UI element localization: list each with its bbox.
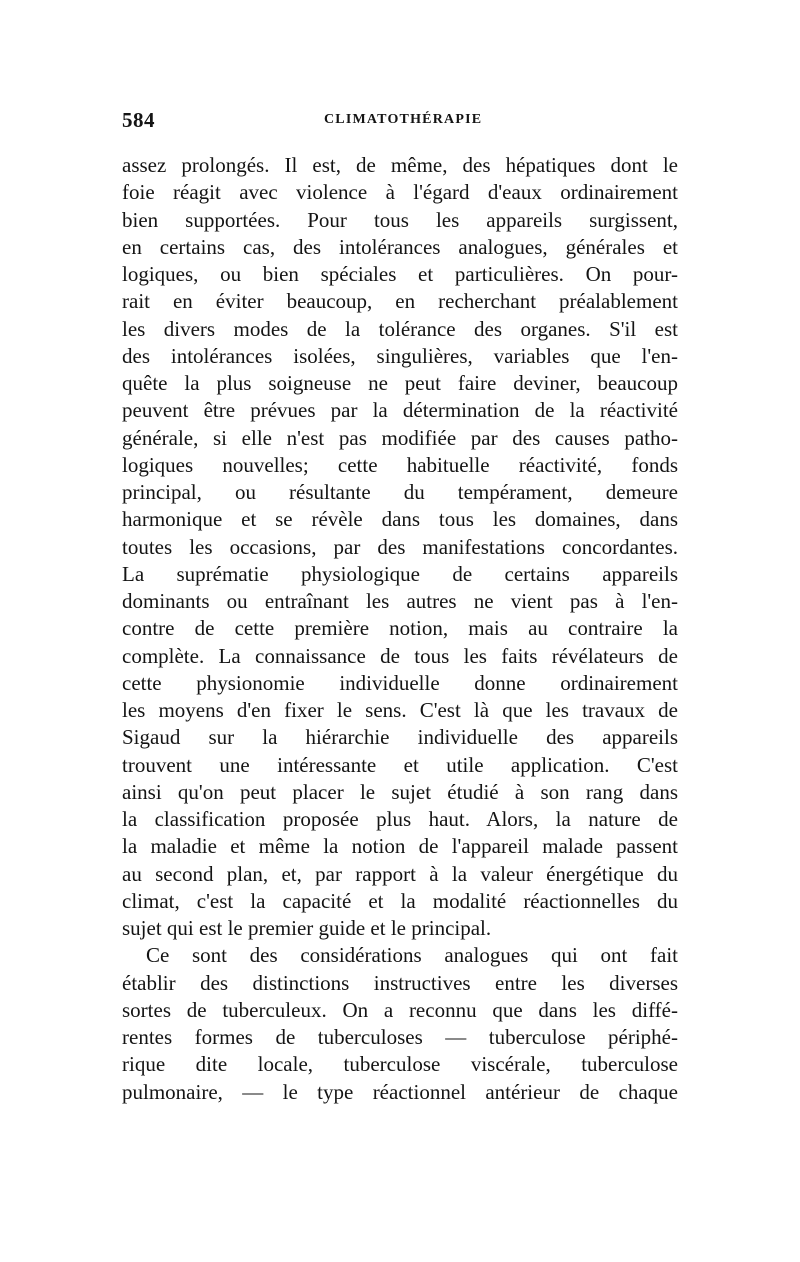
text-line: Sigaud sur la hiérarchie individuelle des appareils <box>122 725 678 750</box>
text-line: pulmonaire, — le type réactionnel antérieur de chaque <box>122 1079 678 1104</box>
page-header <box>122 108 678 136</box>
text-line: au second plan, et, par rapport à la valeur énergétique du <box>122 861 678 886</box>
text-line: rique dite locale, tuberculose viscérale, tuberculose <box>122 1052 678 1077</box>
text-line: des intolérances isolées, singulières, variables que l'en- <box>122 343 678 368</box>
text-line-paragraph-end: sujet qui est le premier guide et le principal. <box>122 916 492 940</box>
text-line: principal, ou résultante du tempérament, demeure <box>122 480 678 504</box>
text-line-paragraph-start: Ce sont des considérations analogues qui ont fait <box>146 943 678 968</box>
text-line: rait en éviter beaucoup, en recherchant préalablement <box>122 289 678 314</box>
text-line: contre de cette première notion, mais au contraire la <box>122 616 678 641</box>
text-line: quête la plus soigneuse ne peut faire deviner, beaucoup <box>122 371 678 395</box>
text-line: en certains cas, des intolérances analogues, générales et <box>122 234 678 259</box>
text-line: trouvent une intéressante et utile application. C'est <box>122 752 678 777</box>
text-line: les divers modes de la tolérance des organes. S'il est <box>122 316 678 341</box>
text-line: établir des distinctions instructives entre les diverses <box>122 970 678 995</box>
text-line: complète. La connaissance de tous les faits révélateurs de <box>122 643 678 668</box>
text-line: générale, si elle n'est pas modifiée par des causes patho- <box>122 425 678 450</box>
text-line: sortes de tuberculeux. On a reconnu que dans les diffé- <box>122 997 678 1022</box>
text-line: climat, c'est la capacité et la modalité réactionnelles du <box>122 888 678 913</box>
text-line: La suprématie physiologique de certains appareils <box>122 561 678 586</box>
text-line: dominants ou entraînant les autres ne vient pas à l'en- <box>122 589 678 613</box>
page-number: 584 <box>122 108 155 132</box>
text-line: logiques, ou bien spéciales et particulières. On pour- <box>122 262 678 286</box>
text-line: les moyens d'en fixer le sens. C'est là que les travaux de <box>122 698 678 722</box>
text-line: la classification proposée plus haut. Alors, la nature de <box>122 807 678 831</box>
running-title: CLIMATOTHÉRAPIE <box>324 112 483 127</box>
text-line: ainsi qu'on peut placer le sujet étudié à son rang dans <box>122 779 678 804</box>
text-line: harmonique et se révèle dans tous les domaines, dans <box>122 507 678 532</box>
text-line: rentes formes de tuberculoses — tuberculose périphé- <box>122 1025 678 1049</box>
body-text <box>122 152 678 1106</box>
text-line: la maladie et même la notion de l'appareil malade passent <box>122 834 678 859</box>
text-line: assez prolongés. Il est, de même, des hépatiques dont le <box>122 153 678 177</box>
text-line: toutes les occasions, par des manifestations concordantes. <box>122 534 678 559</box>
text-line: logiques nouvelles; cette habituelle réactivité, fonds <box>122 452 678 477</box>
text-line: cette physionomie individuelle donne ordinairement <box>122 670 678 695</box>
text-line: foie réagit avec violence à l'égard d'eaux ordinairement <box>122 180 678 205</box>
text-line: bien supportées. Pour tous les appareils surgissent, <box>122 207 678 232</box>
text-line: peuvent être prévues par la détermination de la réactivité <box>122 398 678 423</box>
